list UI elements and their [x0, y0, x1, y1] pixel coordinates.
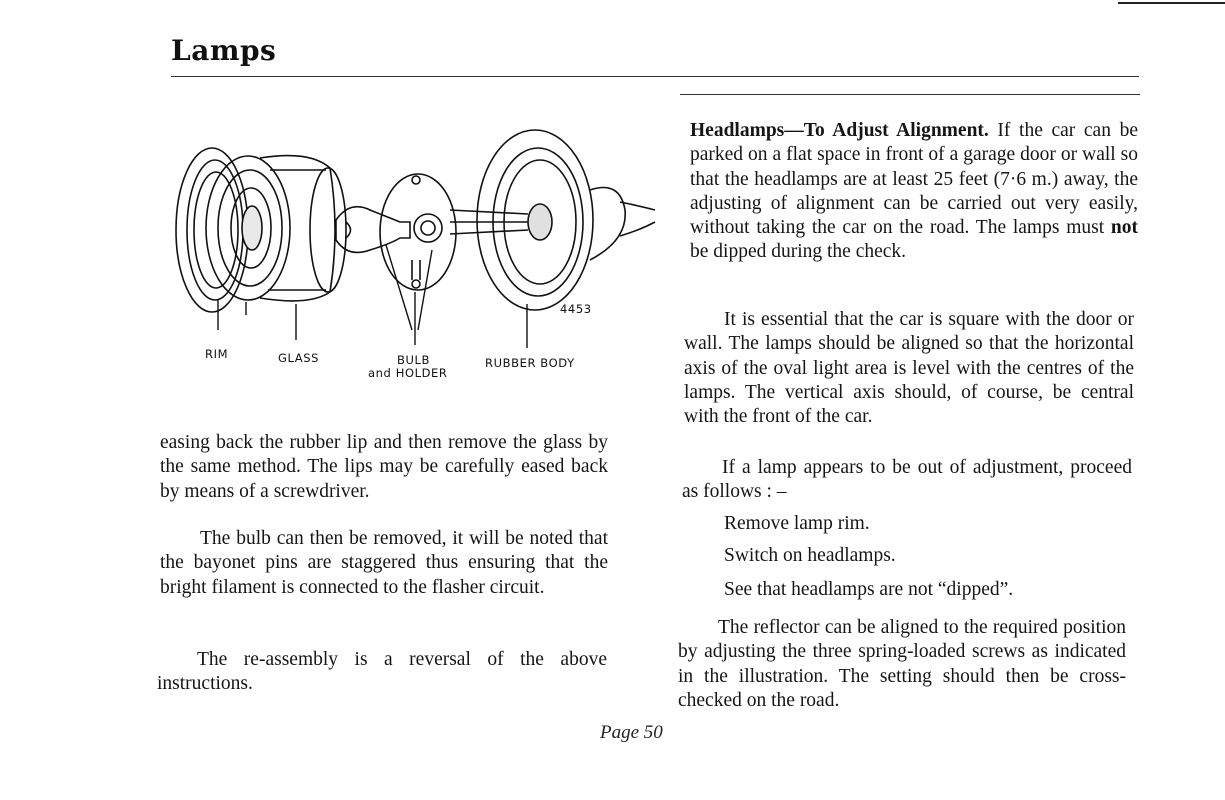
right-paragraph-1: [690, 119, 1138, 265]
label-holder: and HOLDER: [368, 366, 448, 380]
right-paragraph-1-text-a: If the car can be parked on a flat space in front of a garage door or wall so that the headlamps are at least 25 feet (7·6 m.) away, the adjusting of alignment can be carried out very easily, without taking the car on the road. The lamps must: [690, 120, 1138, 239]
title-rule: [171, 76, 1139, 77]
step-1: Remove lamp rim.: [724, 513, 870, 534]
top-edge-mark: [1118, 2, 1225, 4]
left-paragraph-3-text: The re-assembly is a reversal of the above instructions.: [157, 649, 607, 695]
holder-drawing: [380, 174, 456, 290]
step-2: Switch on headlamps.: [724, 545, 896, 566]
label-rubber-body: RUBBER BODY: [485, 356, 575, 370]
label-glass: GLASS: [278, 351, 320, 365]
right-paragraph-2-text: It is essential that the car is square with the door or wall. The lamps should be aligned so that the horizontal axis of the oval light area is level with the centres of the lamps. The vertical axis should, of course, be central with the front of the car.: [684, 309, 1134, 428]
page-title: Lamps: [171, 34, 277, 67]
left-paragraph-3: [157, 648, 607, 697]
right-paragraph-4: [678, 616, 1126, 713]
headlamp-exploded-illustration: [150, 110, 670, 390]
right-paragraph-4-text: The reflector can be aligned to the required position by adjusting the three spring-loaded screws as indicated in the illustration. The setting should then be cross-checked on the road.: [678, 617, 1126, 711]
section-heading: Headlamps—To Adjust Alignment.: [690, 120, 989, 141]
right-paragraph-3-text: If a lamp appears to be out of adjustment, proceed as follows : –: [682, 457, 1132, 503]
left-paragraph-2-text: The bulb can then be removed, it will be noted that the bayonet pins are staggered thus ensuring that the bright filament is connected to the flasher circuit.: [160, 528, 608, 598]
figure-number: 4453: [560, 302, 592, 316]
bulb-drawing: [336, 207, 410, 253]
step-3: See that headlamps are not “dipped”.: [724, 579, 1014, 600]
right-paragraph-3: [682, 456, 1132, 505]
label-rim: RIM: [205, 347, 229, 361]
left-paragraph-1: easing back the rubber lip and then remove the glass by the same method. The lips may be carefully eased back by means of a screwdriver.: [160, 432, 608, 502]
page-number: Page 50: [600, 722, 663, 743]
right-column-rule: [680, 94, 1140, 95]
emphasis-not: not: [1110, 217, 1138, 239]
right-paragraph-2: [684, 308, 1134, 429]
left-paragraph-2: [160, 527, 608, 600]
label-bulb: BULB: [397, 353, 431, 367]
lamp-diagram: [150, 110, 670, 390]
right-paragraph-1-text-b: be dipped during the check.: [690, 241, 907, 263]
